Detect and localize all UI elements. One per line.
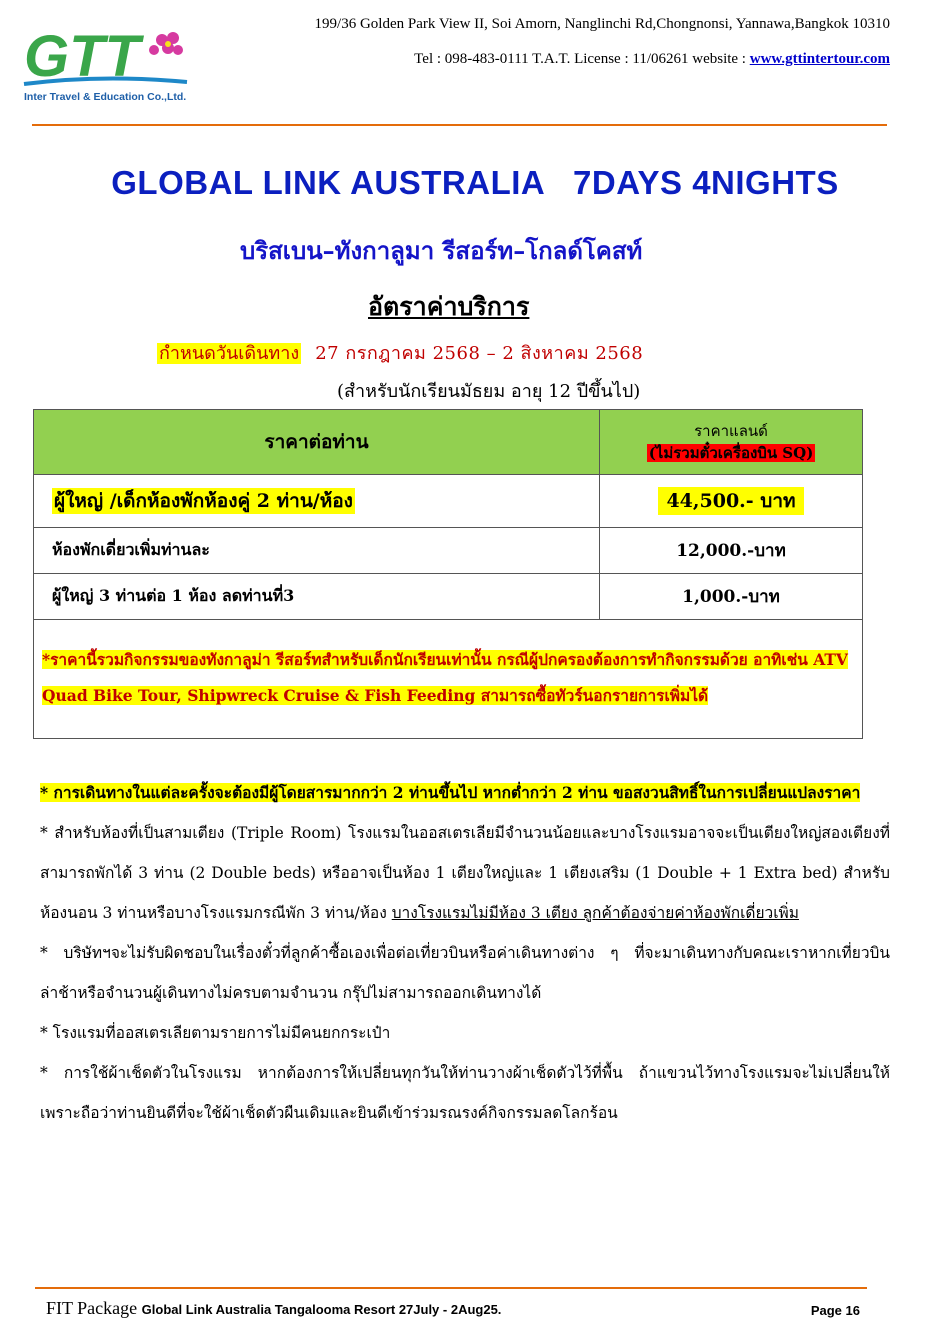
triple-discount-label: ผู้ใหญ่ 3 ท่านต่อ 1 ห้อง ลดท่านที่3: [34, 574, 600, 620]
price-table: [33, 409, 863, 739]
table-header-row: [34, 410, 863, 475]
logo-tagline: Inter Travel & Education Co.,Ltd.: [24, 91, 187, 103]
condition-tickets: * บริษัทฯจะไม่รับผิดชอบในเรื่องตั๋วที่ลูกค้าซื้อเองเพื่อต่อเที่ยวบินหรือค่าเดินทางต่าง ๆ ที่จะมาเดินทางกับคณะเราหากเที่ยวบินล่าช้าหรือจำนวนผู้เดินทางไม่ครบตามจำนวน กรุ๊ปไม่สามารถออกเดินทางได้: [40, 944, 890, 1002]
company-logo: [22, 18, 197, 106]
price-note-text: *ราคานี้รวมกิจกรรมของทังกาลูม่า รีสอร์ทสำหรับเด็กนักเรียนเท่านั้น กรณีผู้ปกครองต้องการทำกิจกรรมด้วย อาทิเช่น ATV Quad Bike Tour, Shipwreck Cruise & Fish Feeding สามารถซื้อทัวร์นอกรายการเพิ่มได้: [42, 650, 848, 705]
age-note: (สำหรับนักเรียนมัธยม อายุ 12 ปีขึ้นไป): [337, 381, 641, 402]
table-note-row: [34, 620, 863, 739]
condition-porter: * โรงแรมที่ออสเตรเลียตามรายการไม่มีคนยกกระเป๋า: [40, 1024, 391, 1042]
single-supplement-label: ห้องพักเดี่ยวเพิ่มท่านละ: [34, 528, 600, 574]
price-note: [34, 620, 863, 739]
travel-date-label: กำหนดวันเดินทาง: [159, 343, 300, 364]
page-title: GLOBAL LINK AUSTRALIA 7DAYS 4NIGHTS: [111, 164, 839, 201]
travel-date-row: [157, 340, 643, 368]
header-land-line2: (ไม่รวมตั๋วเครื่องบิน SQ): [648, 444, 814, 462]
rates-heading: อัตราค่าบริการ: [368, 292, 530, 321]
condition-minimum-passengers: [40, 773, 890, 813]
header-per-person: ราคาต่อท่าน: [34, 410, 600, 475]
footer-fit: FIT Package: [46, 1298, 142, 1318]
condition-towels: * การใช้ผ้าเช็ดตัวในโรงแรม หากต้องการให้เปลี่ยนทุกวันให้ท่านวางผ้าเช็ดตัวไว้ที่พื้น ถ้าแขวนไว้ทางโรงแรมจะไม่เปลี่ยนให้เพราะถือว่าท่านยินดีที่จะใช้ผ้าเช็ดตัวผืนเดิมและยินดีเข้าร่วมรณรงค์กิจกรรมลดโลกร้อน: [40, 1064, 890, 1122]
condition-triple-room: [40, 813, 890, 933]
company-contact: [200, 49, 890, 69]
triple-discount-price: 1,000.-บาท: [600, 574, 863, 620]
travel-date-value: 27 กรกฎาคม 2568 – 2 สิงหาคม 2568: [315, 343, 644, 364]
page-number: Page 16: [810, 1303, 860, 1318]
footer-text: [46, 1298, 501, 1319]
row-price: [600, 475, 863, 528]
table-row: [34, 475, 863, 528]
header-divider: [32, 124, 887, 126]
tel-license-text: Tel : 098-483-0111 T.A.T. License : 11/06261 website :: [414, 51, 750, 67]
table-row: [34, 574, 863, 620]
company-address: 199/36 Golden Park View II, Soi Amorn, Nanglinchi Rd,Chongnonsi, Yannawa,Bangkok 10310: [314, 16, 890, 32]
conditions-section: [40, 773, 890, 1133]
logo-text: GTT: [24, 24, 140, 89]
single-supplement-price: 12,000.-บาท: [600, 528, 863, 574]
header-land-price: [600, 410, 863, 475]
row-label: [34, 475, 600, 528]
table-row: [34, 528, 863, 574]
twin-room-price: 44,500.- บาท: [658, 487, 803, 515]
condition-2-text: * สำหรับห้องที่เป็นสามเตียง (Triple Room) โรงแรมในออสเตรเลียมีจำนวนน้อยและบางโรงแรมอาจจะเป็นเตียงใหญ่สองเตียงที่สามารถพักได้ 3 ท่าน (2 Double beds) หรืออาจเป็นห้อง 1 เตียงใหญ่และ 1 เตียงเสริม (1 Double + 1 Extra bed) สำหรับห้องนอน 3 ท่านหรือบางโรงแรมกรณีพัก 3 ท่าน/ห้อง: [40, 824, 890, 922]
condition-1-text: * การเดินทางในแต่ละครั้งจะต้องมีผู้โดยสารมากกว่า 2 ท่านขึ้นไป หากต่ำกว่า 2 ท่าน ขอสงวนสิทธิ์ในการเปลี่ยนแปลงราคา: [40, 783, 861, 802]
header-land-line1: ราคาแลนด์: [694, 422, 768, 440]
footer-divider: [35, 1287, 867, 1289]
twin-room-label: ผู้ใหญ่ /เด็กห้องพักห้องคู่ 2 ท่าน/ห้อง: [54, 490, 353, 512]
route-subtitle: บริสเบน–ทังกาลูมา รีสอร์ท–โกลด์โคสท์: [240, 236, 643, 265]
gtt-logo-icon: [22, 18, 197, 106]
condition-2-underlined: บางโรงแรมไม่มีห้อง 3 เตียง ลูกค้าต้องจ่ายค่าห้องพักเดี่ยวเพิ่ม: [391, 904, 799, 922]
website-link[interactable]: www.gttintertour.com: [749, 51, 890, 67]
footer-package-name: Global Link Australia Tangalooma Resort 27July - 2Aug25.: [141, 1302, 502, 1317]
